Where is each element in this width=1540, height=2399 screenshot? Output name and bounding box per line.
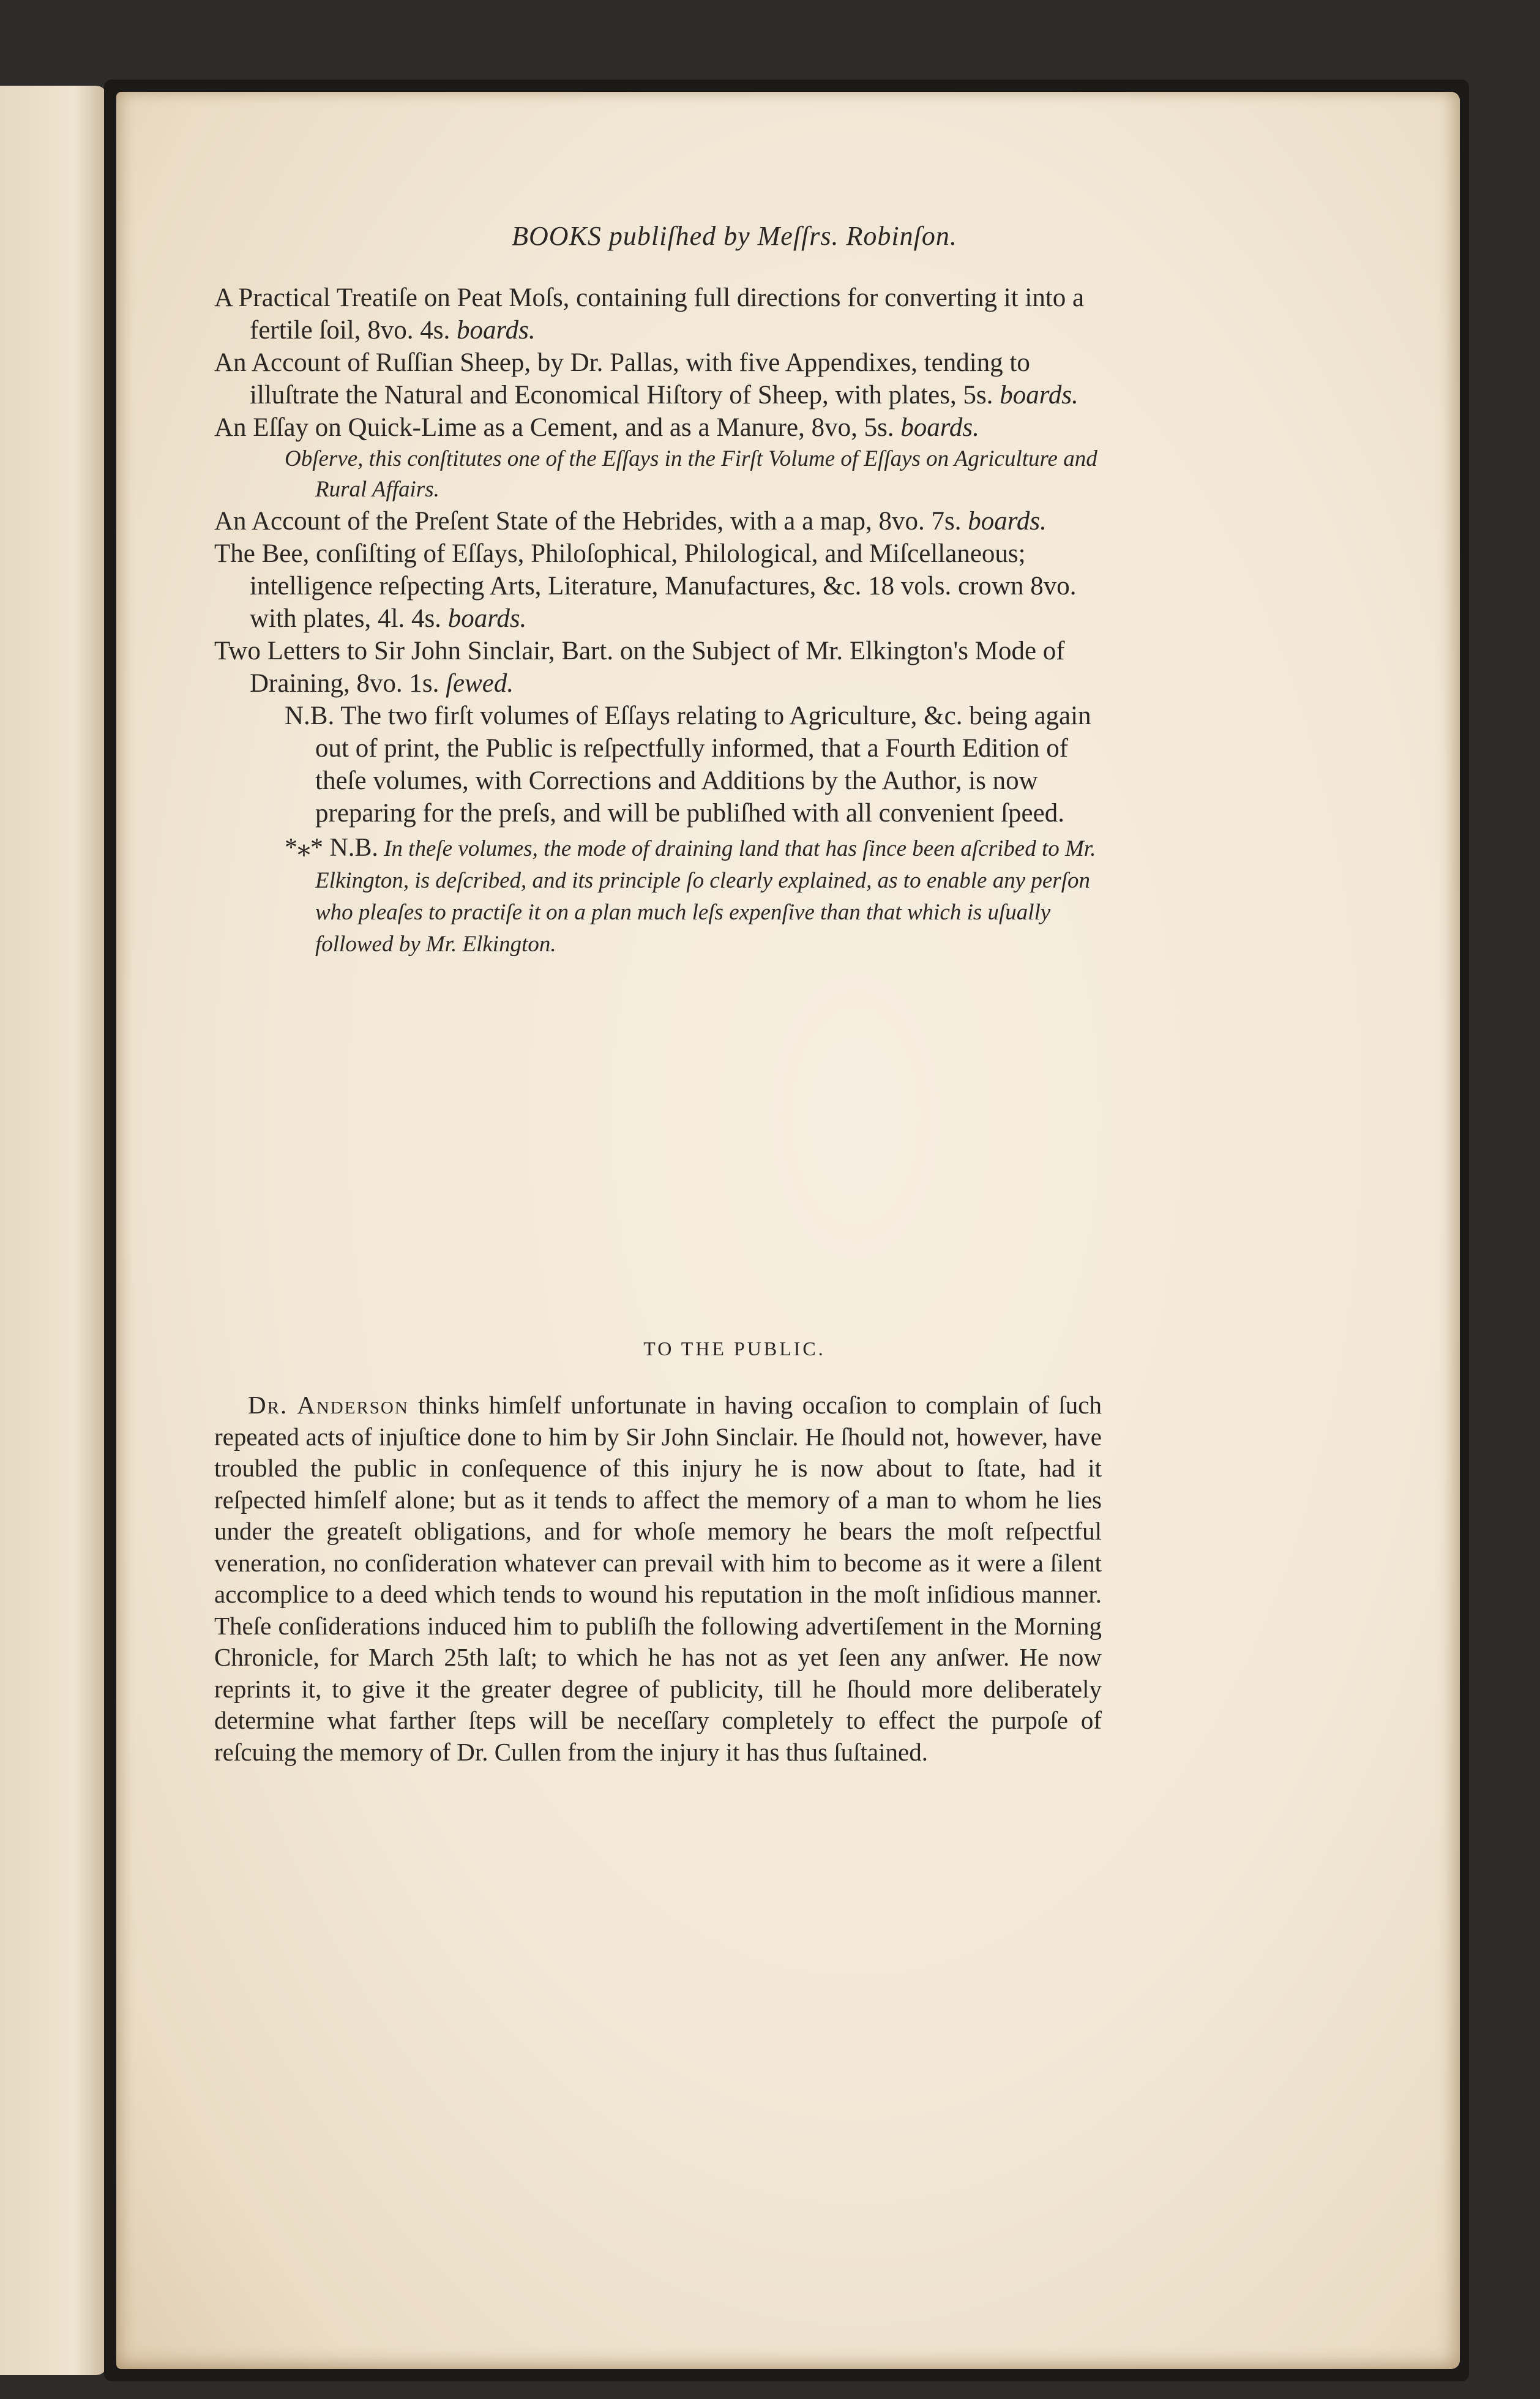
book-list	[214, 282, 1102, 960]
book-entry: Two Letters to Sir John Sinclair, Bart. on the Subject of Mr. Elkington's Mode of Draining, 8vo. 1s. ſewed.	[214, 637, 1065, 698]
page-header: BOOKS publiſhed by Meſſrs. Robinſon.	[512, 221, 957, 251]
observe-note: Obſerve, this conſtitutes one of the Eſſays in the Firſt Volume of Eſſays on Agriculture and Rural Affairs.	[285, 446, 1097, 502]
book-entry: An Account of Ruſſian Sheep, by Dr. Pallas, with five Appendixes, tending to illuſtrate the Natural and Economical Hiſtory of Sheep, with plates, 5s. boards.	[214, 348, 1078, 410]
previous-page-edge	[0, 86, 107, 2375]
book-entry: An Eſſay on Quick-Lime as a Cement, and as a Manure, 8vo, 5s. boards.	[214, 413, 979, 442]
public-notice: Dr. Anderson thinks himſelf unfortunate in having occaſion to complain of ſuch repeated acts of injuſtice done to him by Sir John Sinclair. He ſhould not, however, have troubled the public in conſequence of this injury he is now about to ſtate, had it reſpected himſelf alone; but as it tends to affect the memory of a man to whom he lies under the greateſt obligations, and for whoſe memory he bears the moſt reſpectful veneration, no conſideration whatever can prevail with him to become as it were a ſilent accomplice to a deed which tends to wound his reputation in the moſt inſidious manner. Theſe conſiderations induced him to publiſh the following advertiſement in the Morning Chronicle, for March 25th laſt; to which he has not as yet ſeen any anſwer. He now reprints it, to give it the greater degree of publicity, till he ſhould more deliberately determine what farther ſteps will be neceſſary completely to effect the purpoſe of reſcuing the memory of Dr. Cullen from the injury it has thus ſuſtained.	[214, 1391, 1102, 1766]
book-entry: The Bee, conſiſting of Eſſays, Philoſophical, Philological, and Miſcellaneous; intelligence reſpecting Arts, Literature, Manufactures, &c. 18 vols. crown 8vo. with plates, 4l. 4s. boards.	[214, 539, 1077, 633]
nb-note: N.B. The two firſt volumes of Eſſays relating to Agriculture, &c. being again out of print, the Public is reſpectfully informed, that a Fourth Edition of theſe volumes, with Corrections and Additions by the Author, is now preparing for the preſs, and will be publiſhed with all convenient ſpeed.	[285, 702, 1091, 828]
book-entry: An Account of the Preſent State of the Hebrides, with a a map, 8vo. 7s. boards.	[214, 507, 1047, 536]
section-title: TO THE PUBLIC.	[643, 1338, 826, 1360]
nb-note-italic: *⁎* N.B. In theſe volumes, the mode of draining land that has ſince been aſcribed to Mr. Elkington, is deſcribed, and its principle ſo clearly explained, as to enable any perſon who pleaſes to practiſe it on a plan much leſs expenſive than that which is uſually followed by Mr. Elkington.	[285, 834, 1096, 957]
book-entry: A Practical Treatiſe on Peat Moſs, containing full directions for converting it into a fertile ſoil, 8vo. 4s. boards.	[214, 283, 1085, 345]
author-name: Dr. Anderson	[248, 1391, 409, 1419]
